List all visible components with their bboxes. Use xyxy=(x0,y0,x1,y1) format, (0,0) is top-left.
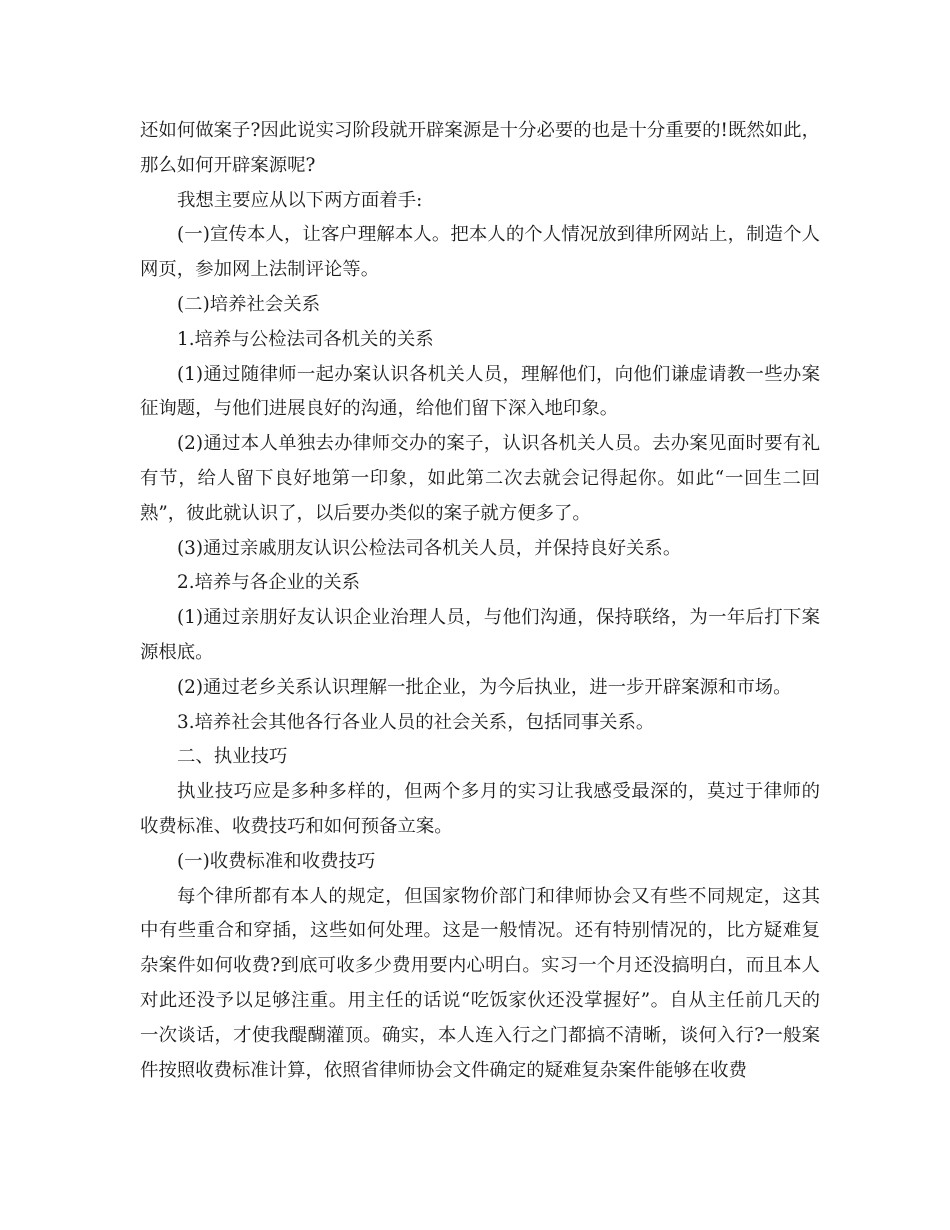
paragraph: 执业技巧应是多种多样的，但两个多月的实习让我感受最深的，莫过于律师的收费标准、收费技巧和如何预备立案。 xyxy=(140,781,820,837)
section-heading: (二)培养社会关系 xyxy=(177,293,321,315)
section-heading: (一)收费标准和收费技巧 xyxy=(177,850,376,872)
paragraph: 每个律所都有本人的规定，但国家物价部门和律师协会又有些不同规定，这其中有些重合和穿插，这些如何处理。这是一般情况。还有特别情况的，比方疑难复杂案件如何收费?到底可收多少费用要内心明白。实习一个月还没搞明白，而且本人对此还没予以足够注重。用主任的话说“吃饭家伙还没掌握好”。自从主任前几天的一次谈话，才使我醍醐灌顶。确实，本人连入行之门都搞不清晰，谈何入行?一般案件按照收费标准计算，依照省律师协会文件确定的疑难复杂案件能够在收费 xyxy=(140,885,820,1081)
paragraph: (2)通过本人单独去办律师交办的案子，认识各机关人员。去办案见面时要有礼有节，给人留下良好地第一印象，如此第二次去就会记得起你。如此“一回生二回熟”，彼此就认识了，以后要办类似的案子就方便多了。 xyxy=(140,433,820,524)
document-body xyxy=(140,114,820,1088)
paragraph: 我想主要应从以下两方面着手: xyxy=(177,189,423,211)
subsection-heading: 3.培养社会其他各行各业人员的社会关系，包括同事关系。 xyxy=(177,711,655,733)
section-heading: 二、执业技巧 xyxy=(177,746,288,768)
paragraph: (2)通过老乡关系认识理解一批企业，为今后执业，进一步开辟案源和市场。 xyxy=(177,676,792,698)
paragraph: 还如何做案子?因此说实习阶段就开辟案源是十分必要的也是十分重要的!既然如此，那么如何开辟案源呢? xyxy=(140,120,820,176)
paragraph: (3)通过亲戚朋友认识公检法司各机关人员，并保持良好关系。 xyxy=(177,537,682,559)
subsection-heading: 1.培养与公检法司各机关的关系 xyxy=(177,328,434,350)
paragraph: (一)宣传本人，让客户理解本人。把本人的个人情况放到律所网站上，制造个人网页，参加网上法制评论等。 xyxy=(140,224,820,281)
paragraph: (1)通过随律师一起办案认识各机关人员，理解他们，向他们谦虚请教一些办案征询题，与他们进展良好的沟通，给他们留下深入地印象。 xyxy=(140,363,820,420)
subsection-heading: 2.培养与各企业的关系 xyxy=(177,572,361,594)
paragraph: (1)通过亲朋好友认识企业治理人员，与他们沟通，保持联络，为一年后打下案源根底。 xyxy=(140,607,820,663)
